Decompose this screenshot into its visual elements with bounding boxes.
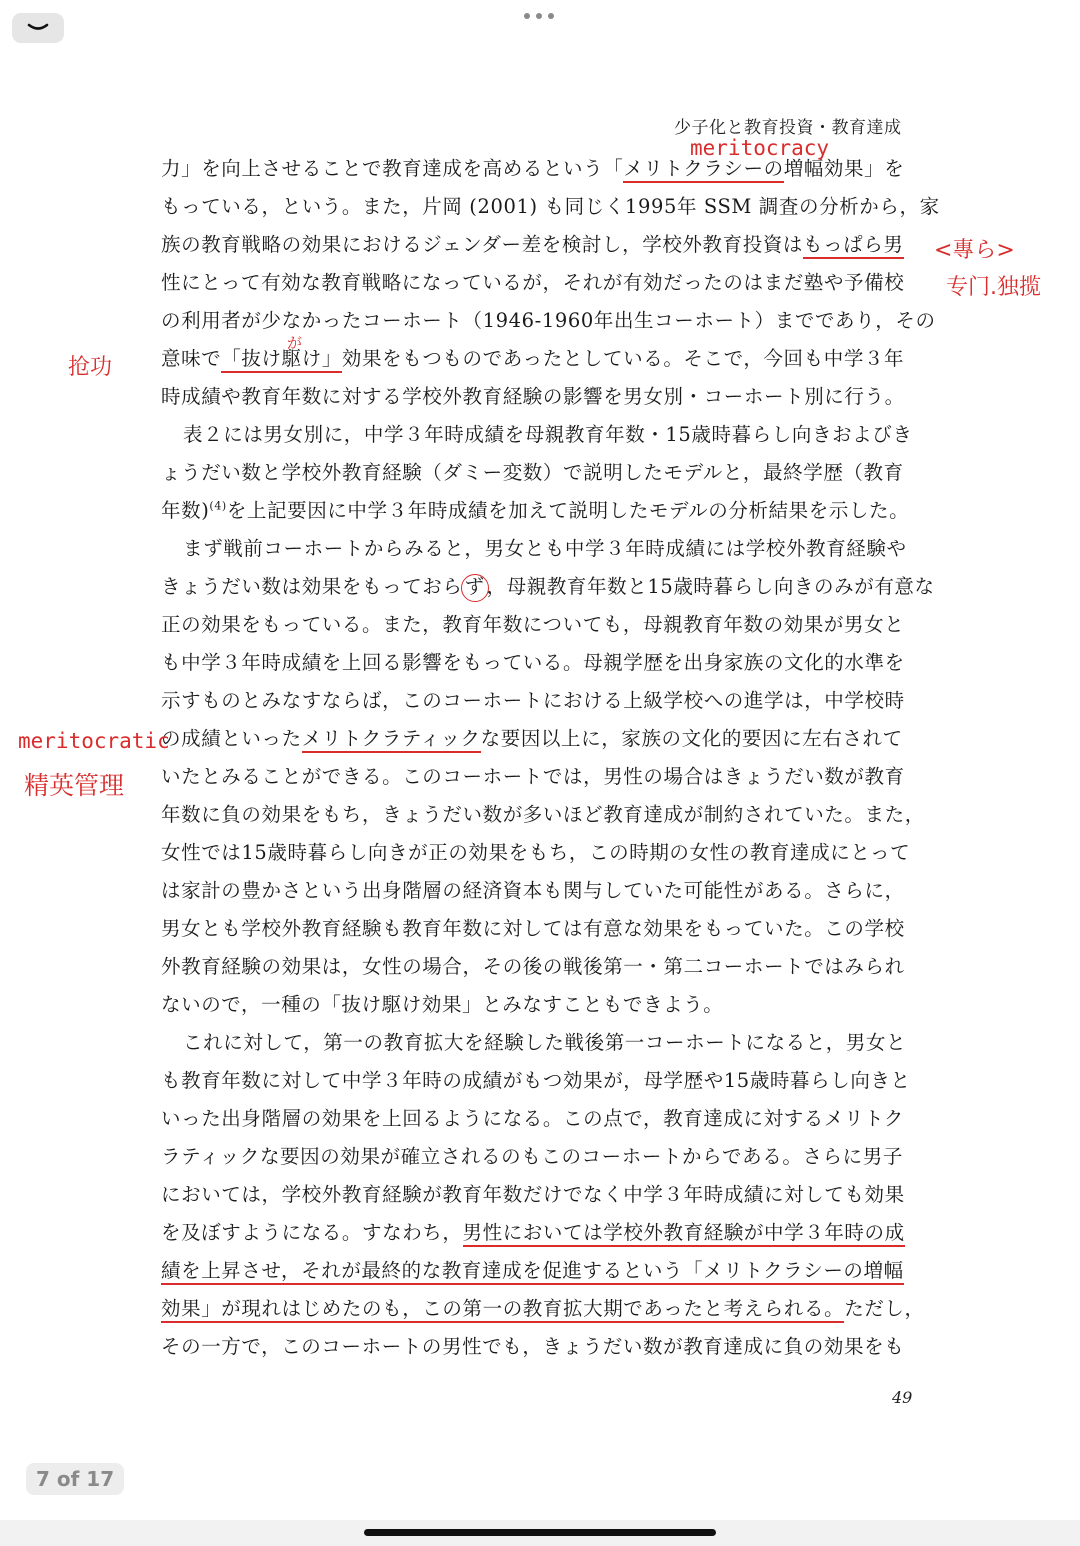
text-line: 意味で「抜け駆け」効果をもつものであったとしている。そこで，今回も中学３年 [161,340,941,378]
collapse-button[interactable] [12,13,64,43]
annotation-qiangong: 抢功 [68,355,113,380]
page-indicator[interactable]: 7 of 17 [26,1463,124,1495]
text-line: 示すものとみなすならば，このコーホートにおける上級学校への進学は，中学校時 [161,689,905,712]
text-line: ラティックな要因の効果が確立されるのもこのコーホートからである。さらに男子 [161,1145,903,1168]
text-line: においては，学校外教育経験が教育年数だけでなく中学３年時成績に対しても効果 [161,1183,905,1206]
annotation-meritocracy: meritocracy [690,136,830,160]
text-line: を及ぼすようになる。すなわち，男性においては学校外教育経験が中学３年時の成 [161,1214,941,1252]
text-line: 表２には男女別に，中学３年時成績を母親教育年数・15歳時暮らし向きおよびき [183,423,913,446]
text-line: これに対して，第一の教育拡大を経験した戦後第一コーホートになると，男女と [183,1031,907,1054]
text-line: の成績といったメリトクラティックな要因以上に，家族の文化的要因に左右されて [161,720,941,758]
text-line: 正の効果をもっている。また，教育年数についても，母親教育年数の効果が男女と [161,613,905,636]
page-number: 49 [892,1388,913,1407]
text-line: 時成績や教育年数に対する学校外教育経験の影響を男女別・コーホート別に行う。 [161,385,905,408]
text-line: きょうだい数は効果をもっておらず ，母親教育年数と15歳時暮らし向きのみが有意な [161,568,941,606]
annotation-ga: が [287,334,303,352]
body-text [161,150,941,1366]
more-options-icon[interactable] [524,10,556,22]
text-line: 男女とも学校外教育経験も教育年数に対しては有意な効果をもっていた。この学校 [161,917,905,940]
annotation-duzhan: 专门.独揽 [946,275,1041,300]
text-line: ょうだい数と学校外教育経験（ダミー変数）で説明したモデルと，最終学歴（教育 [161,461,904,484]
home-indicator[interactable] [364,1529,716,1536]
text-line: その一方で，このコーホートの男性でも，きょうだい数が教育達成に負の効果をも [161,1335,905,1358]
text-line: も中学３年時成績を上回る影響をもっている。母親学歴を出身家族の文化的水準を [161,651,905,674]
text-line: 績を上昇させ，それが最終的な教育達成を促進するという「メリトクラシーの増幅 [161,1252,941,1290]
text-line: の利用者が少なかったコーホート（1946-1960年出生コーホート）までであり，その [161,309,936,332]
text-line: もっている，という。また，片岡 (2001) も同じく1995年 SSM 調査の分析から，家 [161,195,940,218]
text-line: 女性では15歳時暮らし向きが正の効果をもち，この時期の女性の教育達成にとって [161,841,911,864]
chevron-down-icon [26,21,50,35]
annotation-zhuanmen: <專ら> [934,238,1015,263]
text-line: まず戦前コーホートからみると，男女とも中学３年時成績には学校外教育経験や [183,537,907,560]
text-line: は家計の豊かさという出身階層の経済資本も関与していた可能性がある。さらに， [161,879,905,902]
running-head: 少子化と教育投資・教育達成 [674,118,902,138]
annotation-meritocratic: meritocratic [18,729,170,753]
text-line: 効果」が現れはじめたのも，この第一の教育拡大期であったと考えられる。ただし， [161,1290,941,1328]
circled-char: ず [461,574,489,602]
text-line: 外教育経験の効果は，女性の場合，その後の戦後第一・第二コーホートではみられ [161,955,905,978]
text-line: いたとみることができる。このコーホートでは，男性の場合はきょうだい数が教育 [161,765,905,788]
text-line: ないので，一種の「抜け駆け効果」とみなすこともできよう。 [161,993,724,1016]
text-line: 年数)$^{(4)}$を上記要因に中学３年時成績を加えて説明したモデルの分析結果を示した。 [161,499,910,522]
text-line: も教育年数に対して中学３年時の成績がもつ効果が，母学歴や15歳時暮らし向きと [161,1069,911,1092]
text-line: 性にとって有効な教育戦略になっているが，それが有効だったのはまだ塾や予備校 [161,271,905,294]
annotation-jingying: 精英管理 [24,771,125,800]
text-line: いった出身階層の効果を上回るようになる。この点で，教育達成に対するメリトク [161,1107,904,1130]
text-line: 年数に負の効果をもち，きょうだい数が多いほど教育達成が制約されていた。また， [161,803,925,826]
text-line: 力」を向上させることで教育達成を高めるという「メリトクラシーの増幅効果」を [161,150,941,188]
text-line: 族の教育戦略の効果におけるジェンダー差を検討し，学校外教育投資はもっぱら男 [161,226,941,264]
